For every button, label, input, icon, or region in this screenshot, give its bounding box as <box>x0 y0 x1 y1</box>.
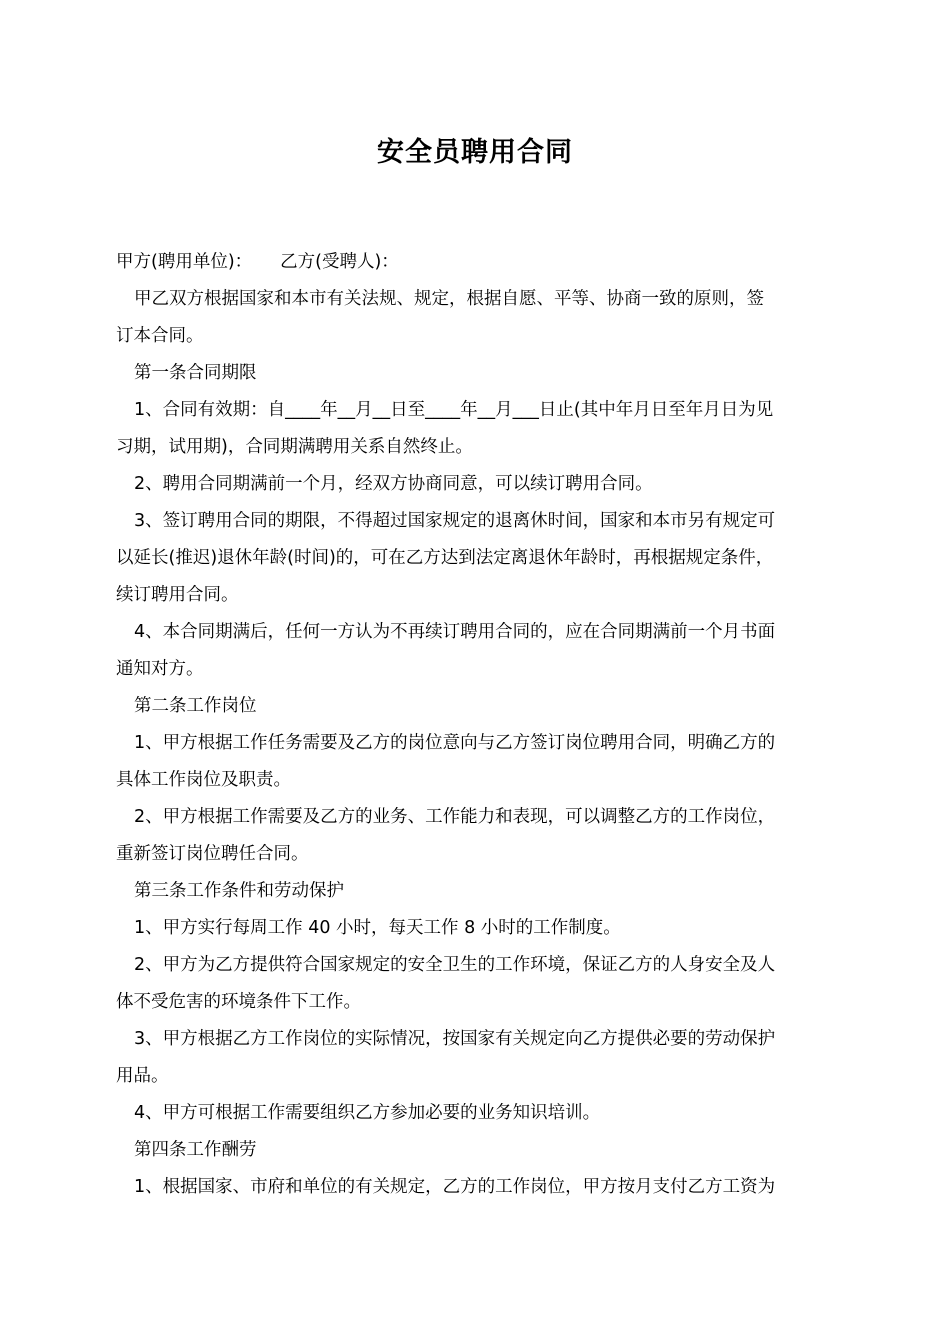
contract-line: 习期，试用期)，合同期满聘用关系自然终止。 <box>116 437 473 457</box>
contract-line: 第一条合同期限 <box>134 363 257 383</box>
contract-line: 2、甲方为乙方提供符合国家规定的安全卫生的工作环境，保证乙方的人身安全及人 <box>134 955 776 975</box>
contract-line: 用品。 <box>116 1066 169 1086</box>
contract-lines <box>116 281 846 1206</box>
contract-line: 重新签订岗位聘任合同。 <box>116 844 309 864</box>
contract-line: 1、根据国家、市府和单位的有关规定，乙方的工作岗位，甲方按月支付乙方工资为 <box>134 1177 776 1197</box>
contract-line: 4、甲方可根据工作需要组织乙方参加必要的业务知识培训。 <box>134 1103 601 1123</box>
contract-line: 4、本合同期满后，任何一方认为不再续订聘用合同的，应在合同期满前一个月书面 <box>134 622 776 642</box>
contract-line: 1、甲方实行每周工作 40 小时，每天工作 8 小时的工作制度。 <box>134 918 621 938</box>
contract-line: 1、合同有效期：自____年__月__日至____年__月___日止(其中年月日至年月日为见 <box>134 400 774 420</box>
contract-line: 订本合同。 <box>116 326 204 346</box>
contract-line: 3、甲方根据乙方工作岗位的实际情况，按国家有关规定向乙方提供必要的劳动保护 <box>134 1029 776 1049</box>
contract-line: 具体工作岗位及职责。 <box>116 770 291 790</box>
party-b-label: 乙方(受聘人)： <box>280 252 399 272</box>
contract-line: 3、签订聘用合同的期限，不得超过国家规定的退离休时间，国家和本市另有规定可 <box>134 511 776 531</box>
contract-line: 以延长(推迟)退休年龄(时间)的，可在乙方达到法定离退休年龄时，再根据规定条件， <box>116 548 774 568</box>
contract-line: 第四条工作酬劳 <box>134 1140 257 1160</box>
parties-line <box>116 244 846 281</box>
contract-line: 2、聘用合同期满前一个月，经双方协商同意，可以续订聘用合同。 <box>134 474 653 494</box>
contract-line: 体不受危害的环境条件下工作。 <box>116 992 361 1012</box>
contract-line: 续订聘用合同。 <box>116 585 239 605</box>
party-a-label: 甲方(聘用单位)： <box>116 252 253 272</box>
document-title: 安全员聘用合同 <box>377 137 573 168</box>
document-body <box>116 244 846 1206</box>
contract-line: 第三条工作条件和劳动保护 <box>134 881 344 901</box>
contract-line: 甲乙双方根据国家和本市有关法规、规定，根据自愿、平等、协商一致的原则，签 <box>134 289 764 309</box>
contract-line: 第二条工作岗位 <box>134 696 257 716</box>
contract-line: 通知对方。 <box>116 659 204 679</box>
contract-line: 2、甲方根据工作需要及乙方的业务、工作能力和表现，可以调整乙方的工作岗位， <box>134 807 776 827</box>
contract-line: 1、甲方根据工作任务需要及乙方的岗位意向与乙方签订岗位聘用合同，明确乙方的 <box>134 733 776 753</box>
